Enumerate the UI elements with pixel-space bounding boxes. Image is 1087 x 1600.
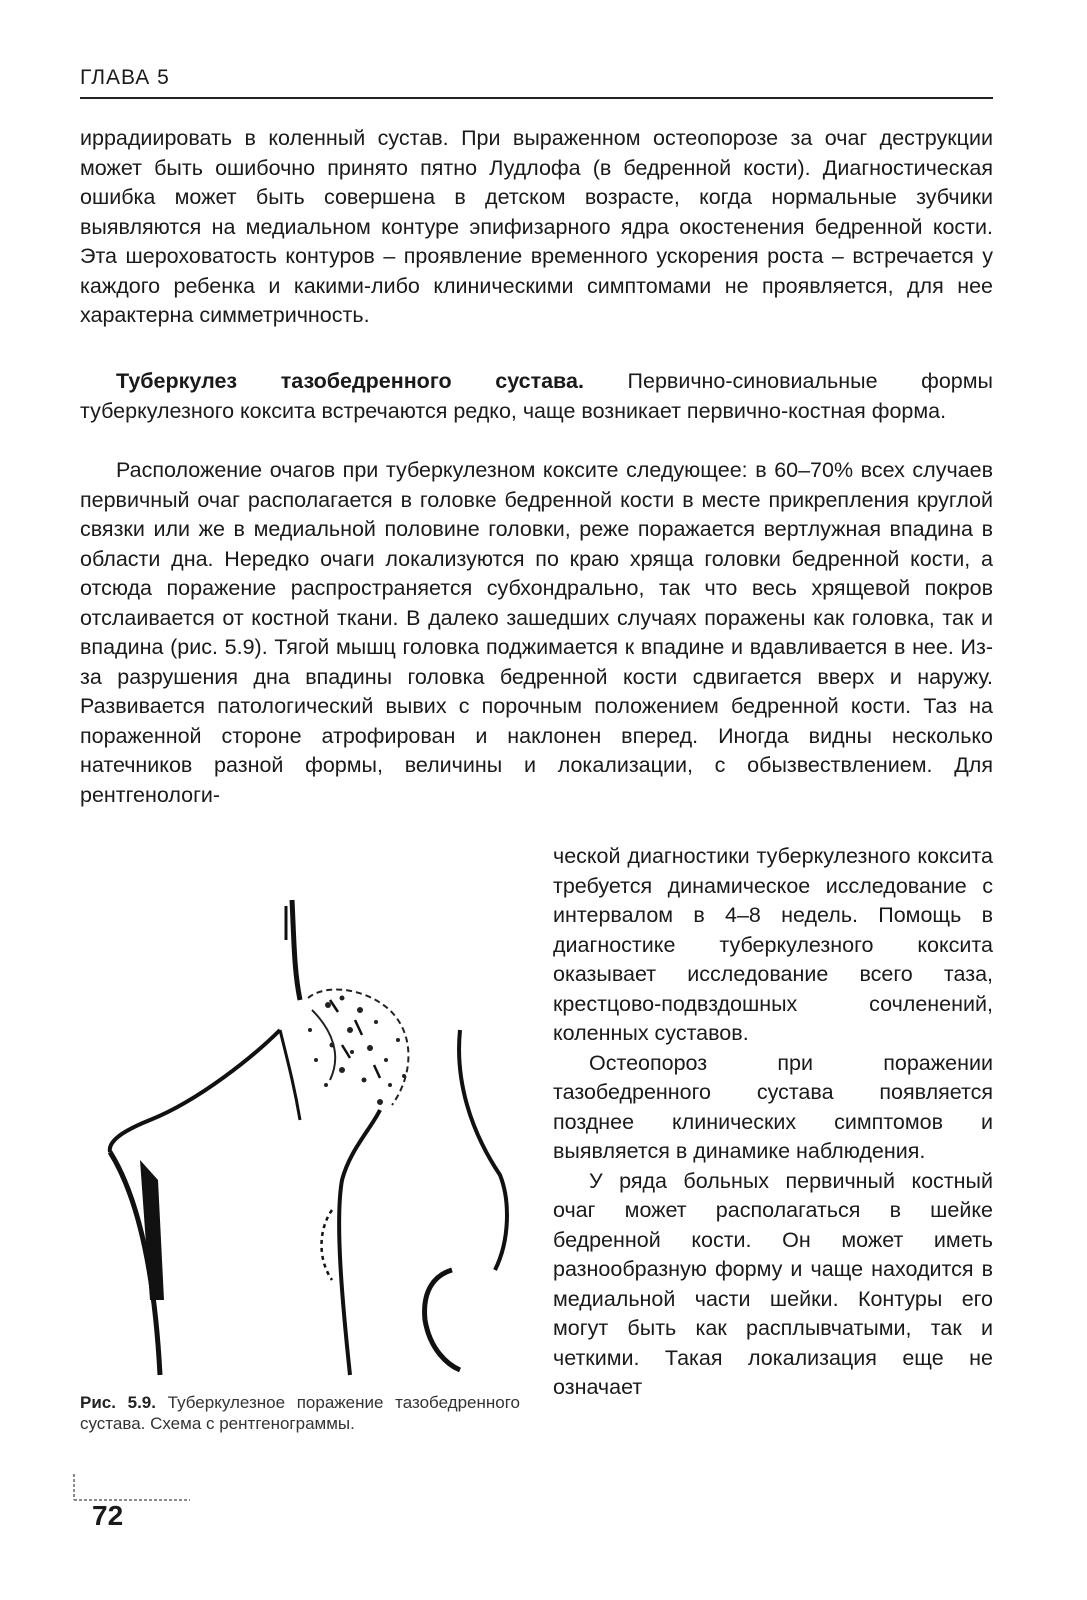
- figure-label: Рис. 5.9.: [80, 1393, 156, 1412]
- paragraph-3-continued: ческой диагностики туберкулезного коксита требуется динамическое исследование с интервалом в 4–8 недель. Помощь в диагностике туберкулезного коксита оказывает исследование всего таза, крестцово-подвздошных сочленений, коленных суставов.: [553, 844, 993, 1045]
- paragraph-5: У ряда больных первичный костный очаг может располагаться в шейке бедренной кости. Он может иметь разнообразную форму и чаще находится в медиальной части шейки. Контуры его могут быть как расплывчатыми, так и четкими. Такая локализация еще не означает: [553, 1168, 993, 1399]
- section-heading: Туберкулез тазобедренного сустава.: [116, 369, 584, 393]
- paragraph-3: [80, 456, 993, 810]
- header-rule: [80, 97, 993, 99]
- hip-joint-sketch: [80, 880, 530, 1380]
- paragraph-1: [80, 124, 993, 331]
- right-column: [553, 842, 993, 1403]
- paragraph-1-text: иррадиировать в коленный сустав. При выраженном остеопорозе за очаг деструкции может быть ошибочно принято пятно Лудлофа (в бедренной кости). Диагностическая ошибка может быть совершена в детском возрасте, когда нормальные зубчики выявляются на медиальном контуре эпифизарного ядра окостенения бедренной кости. Эта шероховатость контуров – проявление временного ускорения роста – встречается у каждого ребенка и какими-либо клиническими симптомами не проявляется, для нее характерна симметричность.: [80, 126, 993, 327]
- figure-caption-text: Туберкулезное поражение тазобедренного сустава. Схема с рентгенограммы.: [80, 1393, 520, 1433]
- paragraph-4: Остеопороз при поражении тазобедренного сустава появляется позднее клинических симптомов и выявляется в динамике наблюдения.: [553, 1050, 993, 1163]
- page-number: 72: [92, 1500, 124, 1531]
- paragraph-2-text: Первично-синовиальные формы туберкулезного коксита встречаются редко, чаще возникает первично-костная форма.: [80, 369, 993, 423]
- page-corner-mark: [60, 1470, 200, 1510]
- figure-hip-joint-diagram: [80, 880, 530, 1380]
- figure-caption: [80, 1392, 520, 1434]
- paragraph-2: [80, 367, 993, 426]
- paragraph-3-text: Расположение очагов при туберкулезном коксите следующее: в 60–70% всех случаев первичный очаг располагается в головке бедренной кости в месте прикрепления круглой связки или же в медиальной половине головки, реже поражается вертлужная впадина в области дна. Нередко очаги локализуются по краю хряща головки бедренной кости, а отсюда поражение распространяется субхондрально, так что весь хрящевой покров отслаивается от костной ткани. В далеко зашедших случаях поражены как головка, так и впадина (рис. 5.9). Тягой мышц головка поджимается к впадине и вдавливается в нее. Из-за разрушения дна впадины головка бедренной кости сдвигается вверх и наружу. Развивается патологический вывих с порочным положением бедренной кости. Таз на пораженной стороне атрофирован и наклонен вперед. Иногда видны несколько натечников разной формы, величины и локализации, с обызвествлением. Для рентгенологи-: [80, 458, 993, 807]
- chapter-header: ГЛАВА 5: [80, 66, 170, 89]
